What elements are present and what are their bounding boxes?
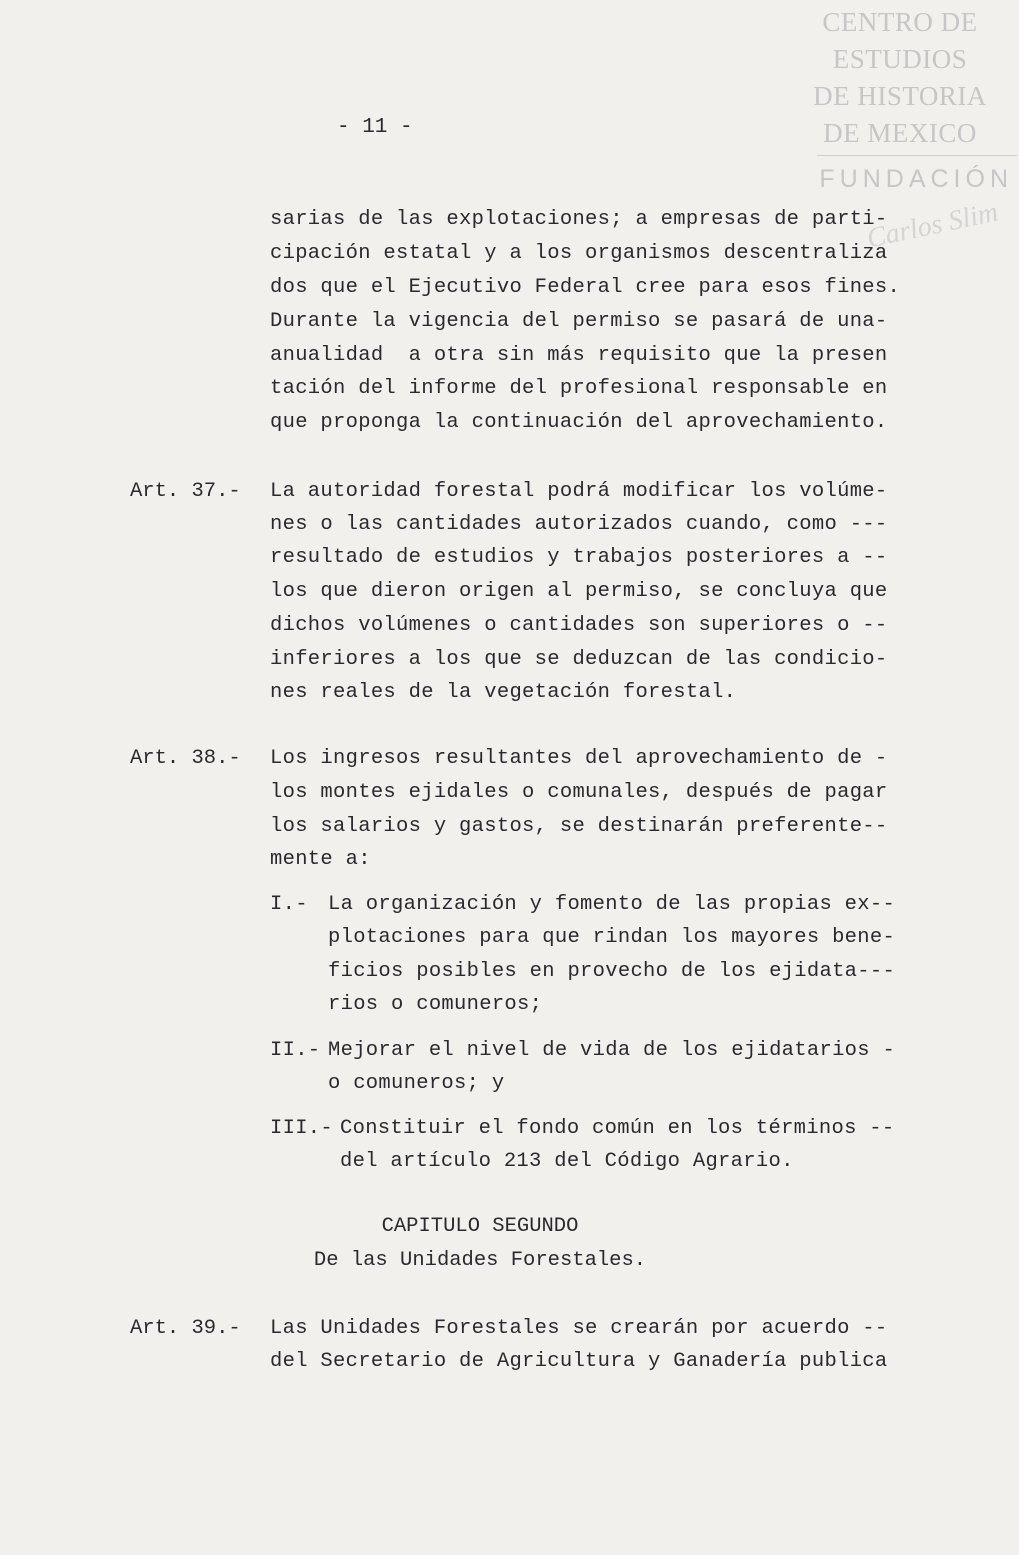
text-line: anualidad a otra sin más requisito que la presen [270,344,888,367]
text-line: los montes ejidales o comunales, después de pagar [270,781,888,804]
article-label: Art. 38.- [130,747,241,770]
text-line: Mejorar el nivel de vida de los ejidatarios - [328,1039,896,1062]
watermark-line: DE HISTORIA [813,81,987,111]
text-line: inferiores a los que se deduzcan de las condicio- [270,648,888,671]
text-line: que proponga la continuación del aprovechamiento. [270,411,888,434]
text-line: dos que el Ejecutivo Federal cree para esos fines. [270,276,901,299]
page-number: - 11 - [337,116,413,139]
watermark-line: CENTRO DE [822,7,978,37]
watermark-line: ESTUDIOS [832,44,968,74]
text-line: resultado de estudios y trabajos posteriores a -- [270,546,888,569]
list-number: I.- [270,893,308,916]
list-number: III.- [270,1117,334,1140]
text-line: del Secretario de Agricultura y Ganadería publica [270,1350,888,1373]
text-line: Durante la vigencia del permiso se pasará de una- [270,310,888,333]
article-label: Art. 37.- [130,480,241,503]
chapter-title: CAPITULO SEGUNDO [381,1215,579,1238]
text-line: rios o comuneros; [328,993,543,1016]
text-line: Las Unidades Forestales se crearán por acuerdo -- [270,1317,888,1340]
text-line: o comuneros; y [328,1072,505,1095]
text-line: Los ingresos resultantes del aprovechamiento de - [270,747,888,770]
text-line: nes o las cantidades autorizados cuando, como --- [270,513,888,536]
list-number: II.- [270,1039,321,1062]
text-line: mente a: [270,848,371,871]
watermark-fundacion: FUNDACIÓN [819,165,1013,193]
text-line: del artículo 213 del Código Agrario. [340,1150,794,1173]
text-line: cipación estatal y a los organismos descentraliza [270,242,888,265]
text-line: ficios posibles en provecho de los ejidata--- [328,960,896,983]
text-line: dichos volúmenes o cantidades son superiores o -- [270,614,888,637]
watermark-header [805,4,995,152]
text-line: Constituir el fondo común en los términos -- [340,1117,895,1140]
article-label: Art. 39.- [130,1317,241,1340]
text-line: plotaciones para que rindan los mayores bene- [328,926,896,949]
text-line: tación del informe del profesional responsable en [270,377,888,400]
chapter-subtitle: De las Unidades Forestales. [313,1249,647,1272]
text-line: sarias de las explotaciones; a empresas de parti- [270,208,888,231]
watermark-line: DE MEXICO [823,118,977,148]
watermark-divider [817,155,1017,156]
text-line: nes reales de la vegetación forestal. [270,681,737,704]
watermark-signature: Carlos Slim [864,196,1001,255]
text-line: los salarios y gastos, se destinarán preferente-- [270,815,888,838]
text-line: los que dieron origen al permiso, se concluya que [270,580,888,603]
text-line: La autoridad forestal podrá modificar los volúme- [270,480,888,503]
text-line: La organización y fomento de las propias ex-- [328,893,896,916]
